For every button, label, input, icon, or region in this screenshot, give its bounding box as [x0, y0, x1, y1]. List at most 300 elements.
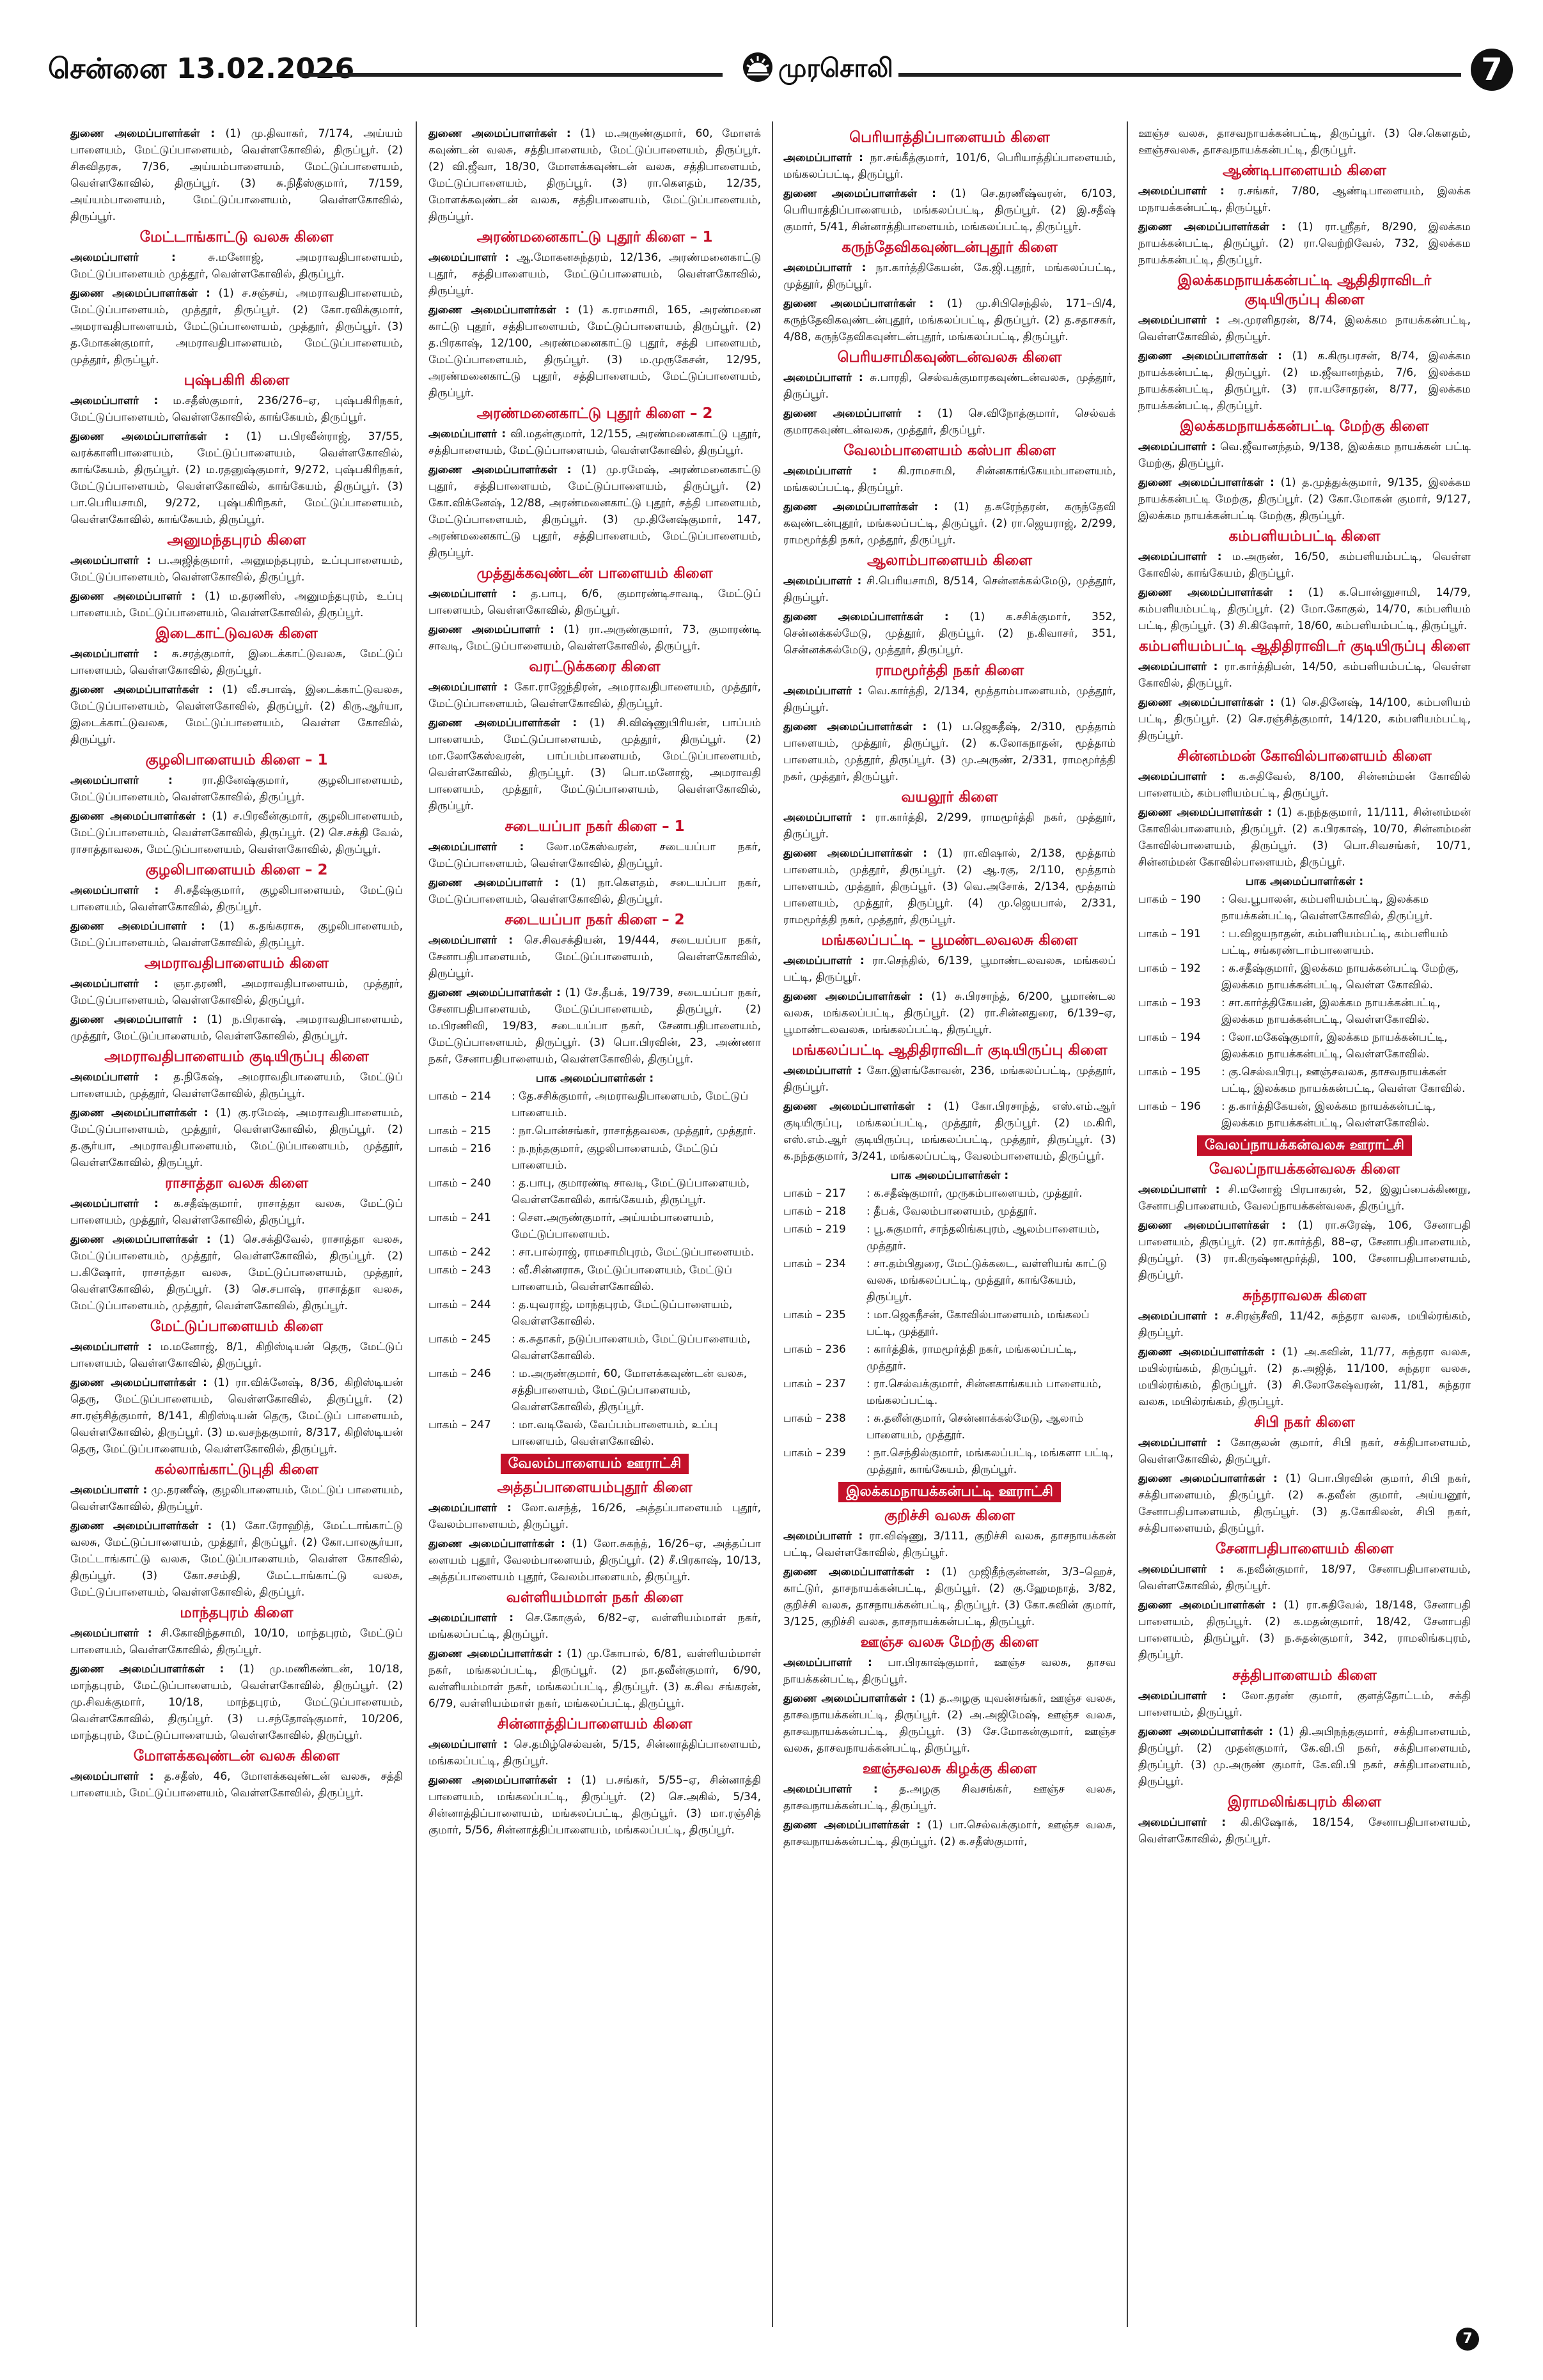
organizer-entry	[1138, 1723, 1471, 1790]
part-entry	[428, 1140, 761, 1174]
branch-heading: அனுமந்தபுரம் கிளை	[167, 532, 306, 548]
role-label: துணை அமைப்பாளர்கள் :	[70, 127, 215, 140]
role-label: துணை அமைப்பாளர்கள் :	[783, 1692, 916, 1705]
part-organizer: : மா.ஜெகநீசன், கோவில்பாளையம், மங்கலப் பட்டி, முத்தூர்.	[866, 1309, 1090, 1338]
role-label: துணை அமைப்பாளர்கள் :	[1138, 1219, 1286, 1232]
role-label: அமைப்பாளர் :	[70, 1627, 152, 1640]
organizer-entry	[70, 1518, 403, 1601]
member-details: க.சுதிவேல், 8/100, சின்னம்மன் கோவில் பாளையம், கம்பளியம்பட்டி, திருப்பூர்.	[1138, 770, 1471, 800]
role-label: துணை அமைப்பாளர்கள் :	[1138, 1725, 1273, 1738]
organizer-entry	[1138, 125, 1471, 159]
member-details: ரா.தினேஷ்குமார், குழலிபாளையம், மேட்டுப்பாளையம், வெள்ளகோவில், திருப்பூர்.	[70, 774, 403, 804]
role-label: அமைப்பாளர் :	[1138, 1563, 1225, 1576]
footer-page-number: 7	[1456, 2328, 1479, 2351]
member-details: செ.தமிழ்செல்வன், 5/15, சின்னாத்திப்பாளையம், மங்கலப்பட்டி, திருப்பூர்.	[428, 1738, 761, 1768]
role-label: துணை அமைப்பாளர்கள் :	[783, 187, 936, 200]
member-details: (1) ந.பிரகாஷ், அமராவதிபாளையம், முத்தூர், மேட்டுப்பாளையம், வெள்ளகோவில், திருப்பூர்.	[70, 1013, 403, 1043]
role-label: அமைப்பாளர் :	[70, 1197, 159, 1210]
part-organizer: : தீபக், வேலம்பாளையம், முத்தூர்.	[866, 1205, 1037, 1218]
part-entry	[428, 1088, 761, 1121]
part-number: பாகம் – 190	[1138, 893, 1201, 906]
role-label: துணை அமைப்பாளர்கள் :	[70, 1663, 224, 1676]
member-details: மு.தரணீஷ், குழலிபாளையம், மேட்டுப் பாளையம், வெள்ளகோவில், திருப்பூர்.	[70, 1484, 403, 1513]
branch-heading: மாந்தபுரம் கிளை	[180, 1605, 294, 1621]
member-details: ரா.விஷ்ணு, 3/111, குறிச்சி வலசு, தாசநாயக்கன் பட்டி, வெள்ளகோவில், திருப்பூர்.	[783, 1530, 1116, 1559]
part-organizer: : க.சதீஷ்குமார், முருகம்பாளையம், முத்தூர்.	[866, 1187, 1083, 1200]
part-entry	[783, 1445, 1116, 1478]
part-number: பாகம் – 237	[783, 1378, 846, 1390]
parts-header: பாக அமைப்பாளர்கள் :	[1245, 875, 1364, 888]
part-entry	[428, 1417, 761, 1450]
member-details: (1) ரா.ஸ்ரீதர், 8/290, இலக்கம நாயக்கன்பட்டி, திருப்பூர். (2) ரா.வெற்றிவேல், 732, இலக்கம நாயக்கன்பட்டி, திருப்பூர்.	[1138, 221, 1471, 267]
branch-heading: குழலிபாளையம் கிளை – 1	[145, 752, 328, 768]
organizer-entry	[783, 295, 1116, 345]
role-label: துணை அமைப்பாளர்கள் :	[783, 501, 939, 513]
organizer-entry	[1138, 474, 1471, 524]
part-entry	[1138, 926, 1471, 959]
member-details: ஆ.மோகனசுந்தரம், 12/136, அரண்மனைகாட்டு புதூர், சத்திபாளையம், மேட்டுப்பாளையம், வெள்ளகோவில், திருப்பூர்.	[428, 251, 761, 297]
part-number: பாகம் – 218	[783, 1205, 846, 1218]
organizer-entry	[783, 1564, 1116, 1630]
branch-heading: மோளக்கவுண்டன் வலசு கிளை	[133, 1748, 340, 1764]
rising-sun-emblem-icon	[742, 51, 774, 83]
branch-heading: இலக்கமநாயக்கன்பட்டி ஆதிதிராவிடர் குடியிருப்பு கிளை	[1177, 272, 1432, 308]
organizer-entry	[1138, 694, 1471, 744]
part-number: பாகம் – 236	[783, 1343, 846, 1356]
panchayat-banner: வேலம்பாளையம் ஊராட்சி	[501, 1454, 689, 1474]
organizer-entry	[783, 719, 1116, 785]
organizer-entry	[428, 462, 761, 561]
organizer-entry	[70, 918, 403, 951]
role-label: துணை அமைப்பாளர்கள் :	[783, 1100, 932, 1113]
role-label: அமைப்பாளர் :	[783, 371, 863, 384]
organizer-entry	[70, 1195, 403, 1229]
branch-heading: மேட்டாங்காட்டு வலசு கிளை	[139, 229, 334, 245]
role-label: துணை அமைப்பாளர்கள் :	[783, 847, 928, 860]
role-label: அமைப்பாளர் :	[428, 934, 513, 947]
role-label: துணை அமைப்பாளர்கள் :	[70, 1520, 212, 1532]
part-entry	[1138, 1029, 1471, 1062]
role-label: துணை அமைப்பாளர்கள் :	[783, 990, 923, 1003]
branch-heading: மங்கலப்பட்டி – பூமண்டலவலசு கிளை	[821, 932, 1078, 949]
part-organizer: : சௌ.அருண்குமார், அய்யம்பாளையம், மேட்டுப்பாளையம்.	[512, 1211, 714, 1241]
role-label: அமைப்பாளர் :	[70, 1484, 148, 1497]
member-details: (1) ரா.சுரேஷ், 106, சேனாபதி பாளையம், திருப்பூர். (2) ரா.கார்த்தி, 88–ஏ, சேனாபதிபாளையம், திருப்பூர். (3) ரா.கிருஷ்ணமூர்த்தி, 100, சேனாபதிபாளையம், திருப்பூர்.	[1138, 1219, 1471, 1282]
member-details: (1) செ.தரணீஷ்வரன், 6/103, பெரியாத்திப்பாளையம், மங்கலப்பட்டி, திருப்பூர். (2) இ.சதீஷ் குமார், 5/41, சின்னாத்திபாளையம், மங்கலப்பட்டி, திருப்பூர்.	[783, 187, 1116, 233]
branch-heading: குறிச்சி வலசு கிளை	[884, 1507, 1015, 1524]
branch-heading: சத்திபாளையம் கிளை	[1232, 1667, 1377, 1684]
member-details: சி.பெரியசாமி, 8/514, சென்னக்கல்மேடு, முத்தூர், திருப்பூர்.	[783, 575, 1116, 604]
branch-heading: பெரியசாமிகவுண்டன்வலசு கிளை	[837, 349, 1062, 366]
part-organizer: : சா.தம்பிதுரை, மேட்டுக்கடை, வள்ளியங் காட்டு வலசு, மங்கலப்பட்டி, முத்தூர், காங்கேயம், திருப்பூர்.	[866, 1257, 1107, 1303]
branch-heading: சடையப்பா நகர் கிளை – 2	[505, 912, 685, 928]
organizer-entry	[783, 1098, 1116, 1165]
member-details: (1) ப.ஜெகதீஷ், 2/310, மூத்தாம் பாளையம், முத்தூர், திருப்பூர். (2) க.லோகநாதன், மூத்தாம் பாளையம், முத்தூர், திருப்பூர். (3) மு.அருண், 2/331, ராமமூர்த்தி நகர், முத்தூர், திருப்பூர்.	[783, 720, 1116, 783]
member-details: லோ.தரண் குமார், குளத்தோட்டம், சக்தி பாளையம், திருப்பூர்.	[1138, 1690, 1471, 1719]
organizer-entry	[783, 1062, 1116, 1096]
member-details: (1) அ.கவின், 11/77, சுந்தரா வலசு, மயில்ரங்கம், திருப்பூர். (2) த.அஜித், 11/100, சுந்தரா வலசு, மயில்ரங்கம், திருப்பூர். (3) சி.லோகேஷ்வரன், 11/81, சுந்தரா வலசு, மயில்ரங்கம், திருப்பூர்.	[1138, 1346, 1471, 1408]
member-details: (1) க.கிருபரசன், 8/74, இலக்கம நாயக்கன்பட்டி, திருப்பூர். (2) ம.ஜீவானந்தம், 7/6, இலக்கம நாயக்கன்பட்டி, திருப்பூர். (3) ரா.யசோதரன், 8/77, இலக்கம நாயக்கன்பட்டி, திருப்பூர்.	[1138, 350, 1471, 412]
role-label: அமைப்பாளர் :	[70, 884, 159, 897]
member-details: (1) மு.திவாகர், 7/174, அய்யம் பாளையம், மேட்டுப்பாளையம், வெள்ளகோவில், திருப்பூர். (2) சிசுவிதரசு, 7/36, அய்யம்பாளையம், மேட்டுப்பாளையம், வெள்ளகோவில், திருப்பூர். (3) சு.நிதீஸ்குமார், 7/159, அய்யம்பாளையம், மேட்டுப்பாளையம், வெள்ளகோவில், திருப்பூர்.	[70, 127, 403, 223]
member-details: ரா.செந்தில், 6/139, பூமாண்டலவலசு, மங்கலப் பட்டி, திருப்பூர்.	[783, 954, 1116, 984]
role-label: அமைப்பாளர் :	[1138, 1816, 1226, 1829]
member-details: (1) செ.தினேஷ், 14/100, கம்பளியம் பட்டி, திருப்பூர். (2) செ.ரஞ்சித்குமார், 14/120, கம்பளியம்பட்டி, திருப்பூர்.	[1138, 696, 1471, 742]
organizer-entry	[783, 845, 1116, 928]
organizer-entry	[783, 463, 1116, 496]
member-details: (1) லோ.சுகந்த், 16/26–ஏ, அத்தப்பா ளையம் புதூர், வேலம்பாளையம், திருப்பூர். (2) சீ.பிரகாஷ், 10/13, அத்தப்பாளையம் புதூர், வேலம்பாளையம், திருப்பூர்.	[428, 1537, 761, 1583]
part-entry	[428, 1262, 761, 1295]
organizer-entry	[70, 646, 403, 679]
member-details: (1) மு.கோபால், 6/81, வள்ளியம்மாள் நகர், மங்கலப்பட்டி, திருப்பூர். (2) நா.தவீன்குமார், 6/90, வள்ளியம்மாள் நகர், மங்கலப்பட்டி, திருப்பூர். (3) க.சிவ சங்கரன், 6/79, வள்ளியம்மாள் நகர், மங்கலப்பட்டி, திருப்பூர்.	[428, 1647, 761, 1710]
role-label: துணை அமைப்பாளர்கள் :	[428, 463, 572, 476]
organizer-entry	[783, 150, 1116, 183]
member-details: நா.கார்த்திகேயன், கே.ஜி.புதூர், மங்கலப்பட்டி, முத்தூர், திருப்பூர்.	[783, 261, 1116, 291]
role-label: அமைப்பாளர் :	[783, 1783, 878, 1796]
member-details: (1) மு.மணிகண்டன், 10/18, மாந்தபுரம், மேட்டுப்பாளையம், வெள்ளகோவில், திருப்பூர். (2) மு.சிவக்குமார், 10/18, மாந்தபுரம், மேட்டுப்பாளையம், வெள்ளகோவில், திருப்பூர். (3) ப.சந்தோஷ்குமார், 10/206, மாந்தபுரம், மேட்டுப்பாளையம், வெள்ளகோவில், திருப்பூர்.	[70, 1663, 403, 1742]
part-entry	[783, 1185, 1116, 1202]
member-details: சு.மனோஜ், அமராவதிபாளையம், மேட்டுப்பாளையம் முத்தூர், வெள்ளகோவில், திருப்பூர்.	[70, 251, 403, 281]
organizer-entry	[70, 1105, 403, 1171]
part-organizer: : க.சுதாகர், நடுப்பாளையம், மேட்டுப்பாளையம், வெள்ளகோவில்.	[512, 1333, 751, 1362]
member-details: கோ.ராஜேந்திரன், அமராவதிபாளையம், முத்தூர், மேட்டுப்பாளையம், வெள்ளகோவில், திருப்பூர்.	[428, 681, 761, 710]
member-details: (1) த.அழகு யுவன்சங்கர், ஊஞ்ச வலசு, தாசவநாயக்கன்பட்டி, திருப்பூர். (2) அ.அஜிமேஷ், ஊஞ்ச வலசு, தாசவநாயக்கன்பட்டி, திருப்பூர். (3) சே.மோகன்குமார், ஊஞ்ச வலசு, தாசவநாயக்கன்பட்டி, திருப்பூர்.	[783, 1692, 1116, 1755]
organizer-entry	[1138, 1597, 1471, 1663]
role-label: துணை அமைப்பாளர் :	[428, 623, 554, 636]
part-number: பாகம் – 195	[1138, 1066, 1201, 1078]
organizer-entry	[783, 809, 1116, 843]
page-number-badge: 7	[1471, 49, 1513, 91]
role-label: அமைப்பாளர் :	[428, 428, 506, 440]
role-label: அமைப்பாளர் :	[1138, 770, 1225, 783]
role-label: அமைப்பாளர் :	[783, 152, 863, 164]
column-divider	[1127, 121, 1128, 2327]
role-label: துணை அமைப்பாளர்கள் :	[1138, 1599, 1277, 1612]
organizer-entry	[1138, 1435, 1471, 1468]
branch-heading: மேட்டுப்பாளையம் கிளை	[150, 1318, 324, 1335]
member-details: (1) தி.அபிநந்தகுமார், சக்திபாளையம், திருப்பூர். (2) முதன்குமார், கே.வி.பி நகர், சக்திபாளையம், திருப்பூர். (3) மு.அருண் குமார், கே.வி.பி நகர், சக்திபாளையம், திருப்பூர்.	[1138, 1725, 1471, 1788]
part-organizer: : சா.கார்த்திகேயன், இலக்கம நாயக்கன்பட்டி, இலக்கம நாயக்கன்பட்டி, வெள்ளகோவில்.	[1221, 997, 1441, 1026]
branch-heading: இடைகாட்டுவலசு கிளை	[155, 625, 318, 642]
part-organizer: : சு.தனீன்குமார், சென்னாக்கல்மேடு, ஆலாம் பாளையம், முத்தூர்.	[866, 1412, 1084, 1442]
organizer-entry	[783, 953, 1116, 986]
part-number: பாகம் – 216	[428, 1142, 491, 1155]
member-details: கோகுலன் குமார், சிபி நகர், சக்திபாளையம், வெள்ளகோவில், திருப்பூர்.	[1138, 1436, 1471, 1466]
member-details: த.நிகேஷ், அமராவதிபாளையம், மேட்டுப் பாளையம், முத்தூர், வெள்ளகோவில், திருப்பூர்.	[70, 1071, 403, 1100]
organizer-entry	[428, 621, 761, 655]
organizer-entry	[428, 125, 761, 225]
role-label: அமைப்பாளர் :	[783, 465, 877, 478]
part-organizer: : மா.வடிவேல், வேப்பம்பாளையம், உப்பு பாளையம், வெள்ளகோவில்.	[512, 1419, 718, 1448]
organizer-entry	[783, 1654, 1116, 1688]
role-label: அமைப்பாளர் :	[428, 1502, 512, 1514]
role-label: அமைப்பாளர் :	[783, 261, 866, 274]
part-number: பாகம் – 196	[1138, 1100, 1201, 1113]
part-entry	[783, 1256, 1116, 1305]
role-label: துணை அமைப்பாளர்கள் :	[70, 430, 229, 443]
organizer-entry	[428, 1772, 761, 1839]
role-label: அமைப்பாளர் :	[1138, 1436, 1221, 1449]
organizer-entry	[1138, 183, 1471, 216]
member-details: ச.சிரஞ்சீவி, 11/42, சுந்தரா வலசு, மயில்ரங்கம், திருப்பூர்.	[1138, 1310, 1471, 1339]
branch-heading: கருந்தேவிகவுண்டன்புதூர் கிளை	[842, 239, 1058, 256]
part-number: பாகம் – 214	[428, 1090, 491, 1103]
branch-heading: பெரியாத்திப்பாளையம் கிளை	[849, 129, 1050, 146]
branch-heading: மங்கலப்பட்டி ஆதிதிராவிடர் குடியிருப்பு கிளை	[792, 1042, 1108, 1059]
role-label: துணை அமைப்பாளர்கள் :	[428, 1647, 562, 1660]
member-details: (1) ம.அருண்குமார், 60, மோளக் கவுண்டன் வலசு, சத்திபாளையம், மேட்டுப்பாளையம், திருப்பூர். (2) வி.ஜீவா, 18/30, மோளக்கவுண்டன் வலசு, சத்திபாளையம், மேட்டுப்பாளையம், திருப்பூர். (3) ரா.கௌதம், 12/35, மோளக்கவுண்டன் வலசு, சத்திபாளையம், மேட்டுப்பாளையம், திருப்பூர்.	[428, 127, 761, 223]
member-details: (1) ப.சங்கர், 5/55–ஏ, சின்னாத்தி பாளையம், மங்கலப்பட்டி, திருப்பூர். (2) செ.அகில், 5/34, சின்னாத்திப்பாளையம், மங்கலப்பட்டி, திருப்பூர். (3) மா.ரஞ்சித் குமார், 5/56, சின்னாத்திப்பாளையம், மங்கலப்பட்டி, திருப்பூர்.	[428, 1774, 761, 1837]
organizer-entry	[783, 1817, 1116, 1850]
header-rule-left	[301, 73, 723, 77]
role-label: அமைப்பாளர் :	[428, 681, 508, 694]
member-details: (1) ம.தரணிஸ், அனுமந்தபுரம், உப்பு பாளையம், மேட்டுப்பாளையம், வெள்ளகோவில், திருப்பூர்.	[70, 590, 403, 619]
role-label: அமைப்பாளர் :	[1138, 1183, 1220, 1196]
organizer-entry	[428, 715, 761, 814]
organizer-entry	[783, 369, 1116, 403]
organizer-entry	[1138, 1814, 1471, 1847]
part-entry	[428, 1123, 761, 1139]
organizer-entry	[428, 586, 761, 619]
column-1	[70, 125, 403, 2324]
organizer-entry	[1138, 804, 1471, 871]
paper-name: முரசொலி	[778, 54, 893, 83]
role-label: அமைப்பாளர் :	[70, 394, 159, 407]
member-details: (1) ச.பிரவீன்குமார், குழலிபாளையம், மேட்டுப்பாளையம், வெள்ளகோவில், திருப்பூர். (2) செ.சக்தி வேல், ராசாத்தாவலசு, மேட்டுப்பாளையம், வெள்ளகோவில், திருப்பூர்.	[70, 810, 403, 856]
member-details: (1) சு.பிரசாந்த், 6/200, பூமாண்டல வலசு, மங்கலப்பட்டி, திருப்பூர். (2) ரா.சின்னதுரை, 6/139–ஏ, பூமாண்டலவலசு, மங்கலப்பட்டி, திருப்பூர்.	[783, 990, 1116, 1036]
organizer-entry	[70, 1339, 403, 1372]
member-details: (1) மு.சிபிசெந்தில், 171–பி/4, கருந்தேவிகவுண்டன்புதூர், மங்கலப்பட்டி, திருப்பூர். (2) த.சதாசகர், 4/88, கருந்தேவிகவுண்டன்புதூர், மங்கலப்பட்டி, திருப்பூர்.	[783, 297, 1116, 343]
part-organizer: : சா.பால்ராஜ், ராமசாமிபுரம், மேட்டுப்பாளையம்.	[512, 1246, 755, 1259]
organizer-entry	[1138, 1561, 1471, 1594]
organizer-entry	[70, 772, 403, 805]
role-label: அமைப்பாளர் :	[70, 1770, 154, 1783]
member-details: த.சதீஸ், 46, மோளக்கவுண்டன் வலசு, சத்தி பாளையம், மேட்டுப்பாளையம், வெள்ளகோவில், திருப்பூர்.	[70, 1770, 403, 1800]
role-label: அமைப்பாளர் :	[783, 1064, 862, 1077]
branch-heading: சின்னாத்திப்பாளையம் கிளை	[497, 1716, 693, 1732]
member-details: (1) முஜிதீந்குன்னன், 3/3–ஹெச், காட்டுர், தாசநாயக்கன்பட்டி, திருப்பூர். (2) கு.ஹேமநாத், 3/82, குறிச்சி வலசு, தாசநாயக்கன்பட்டி, திருப்பூர். (3) கோ.சுவின் குமார், 3/125, குறிச்சி வலசு, தாசநாயக்கன்பட்டி, திருப்பூர்.	[783, 1566, 1116, 1628]
branch-heading: கம்பளியம்பட்டி கிளை	[1228, 528, 1381, 545]
role-label: அமைப்பாளர் :	[1138, 1690, 1226, 1702]
part-organizer: : நா.பொன்சங்கர், ராசாத்தவலசு, முத்தூர், முத்தூர்.	[512, 1124, 756, 1137]
part-organizer: : த.பாபு, குமாரண்டி சாவடி, மேட்டுப்பாளையம், வெள்ளகோவில், காங்கேயம், திருப்பூர்.	[512, 1177, 750, 1206]
organizer-entry	[428, 426, 761, 459]
column-2	[428, 125, 761, 2324]
part-number: பாகம் – 239	[783, 1447, 846, 1459]
role-label: துணை அமைப்பாளர்கள் :	[783, 720, 927, 733]
role-label: துணை அமைப்பாளர்கள் :	[428, 986, 561, 999]
part-entry	[783, 1410, 1116, 1443]
column-4	[1138, 125, 1471, 2324]
member-details: த.பாபு, 6/6, குமாரண்டிசாவடி, மேட்டுப் பாளையம், வெள்ளகோவில், திருப்பூர்.	[428, 587, 761, 617]
part-organizer: : தே.சசிக்குமார், அமராவதிபாளையம், மேட்டுப் பாளையம்.	[512, 1090, 749, 1119]
organizer-entry	[783, 260, 1116, 293]
organizer-entry	[428, 679, 761, 712]
organizer-entry	[1138, 439, 1471, 472]
organizer-entry	[70, 976, 403, 1009]
member-details: (1) க.சசிக்குமார், 352, சென்னக்கல்மேடு, முத்தூர், திருப்பூர். (2) ந.கிவாசர், 351, சென்னக்கல்மேடு, முத்தூர், திருப்பூர்.	[783, 611, 1116, 657]
part-number: பாகம் – 242	[428, 1246, 491, 1259]
role-label: அமைப்பாளர் :	[70, 1341, 152, 1353]
branch-heading: இராமலிங்கபுரம் கிளை	[1228, 1794, 1381, 1810]
role-label: அமைப்பாளர் :	[70, 1071, 159, 1084]
member-details: ஞா.தரணி, அமராவதிபாளையம், முத்தூர், மேட்டுப்பாளையம், வெள்ளகோவில், திருப்பூர்.	[70, 977, 403, 1007]
part-number: பாகம் – 243	[428, 1264, 491, 1277]
member-details: (1) செ.சக்திவேல், ராசாத்தா வலசு, மேட்டுப்பாளையம், முத்தூர், வெள்ளகோவில், திருப்பூர். (2) ப.கிஷோர், ராசாத்தா வலசு, மேட்டுப்பாளையம், முத்தூர், வெள்ளகோவில், திருப்பூர். (3) செ.சபாஷ், ராசாத்தா வலசு, மேட்டுப்பாளையம், முத்தூர், வெள்ளகோவில், திருப்பூர்.	[70, 1233, 403, 1312]
member-details: (1) ரா.சுதிவேல், 18/148, சேனாபதி பாளையம், திருப்பூர். (2) க.மதன்குமார், 18/42, சேனாபதி பாளையம், திருப்பூர். (3) ந.சுதன்குமார், 342, ராமலிங்கபுரம், திருப்பூர்.	[1138, 1599, 1471, 1661]
role-label: அமைப்பாளர் :	[1138, 660, 1218, 673]
organizer-entry	[783, 1690, 1116, 1757]
page-header	[48, 50, 1501, 100]
part-organizer: : நா.செந்தில்குமார், மங்கலப்பட்டி, மங்களா பட்டி, முத்தூர், காங்கேயம், திருப்பூர்.	[866, 1447, 1114, 1476]
member-details: (1) நா.கௌதம், சடையப்பா நகர், மேட்டுப்பாளையம், வெள்ளகோவில், திருப்பூர்.	[428, 876, 761, 906]
organizer-entry	[783, 1528, 1116, 1561]
branch-heading: வரட்டுக்கரை கிளை	[529, 658, 661, 675]
member-details: (1) சி.விஷ்ணுபிரியன், பாப்பம் பாளையம், மேட்டுப்பாளையம், முத்தூர், திருப்பூர். (2) மா.லோகேஸ்வரன், பாப்பம்பாளையம், மேட்டுப்பாளையம், வெள்ளகோவில், திருப்பூர். (3) பொ.மனோஜ், அமராவதி பாளையம், முத்தூர், மேட்டுப்பாளையம், வெள்ளகோவில், திருப்பூர்.	[428, 717, 761, 813]
organizer-entry	[70, 285, 403, 368]
member-details: (1) த.சுரேந்தரன், கருந்தேவி கவுண்டன்புதூர், மங்கலப்பட்டி, திருப்பூர். (2) ரா.ஜெயராஜ், 2/299, ராமமூர்த்தி நகர், முத்தூர், திருப்பூர்.	[783, 501, 1116, 547]
branch-heading: சின்னம்மன் கோவில்பாளையம் கிளை	[1177, 748, 1432, 765]
branch-heading: இலக்கமநாயக்கன்பட்டி மேற்கு கிளை	[1180, 418, 1429, 435]
part-organizer: : வீ.சின்னராசு, மேட்டுப்பாளையம், மேட்டுப் பாளையம், வெள்ளகோவில்.	[512, 1264, 732, 1293]
part-number: பாகம் – 245	[428, 1333, 491, 1346]
organizer-entry	[70, 1069, 403, 1102]
member-details: கி.கிஷோக், 18/154, சேனாபதிபாளையம், வெள்ளகோவில், திருப்பூர்.	[1138, 1816, 1471, 1846]
part-entry	[1138, 1064, 1471, 1097]
part-entry	[783, 1341, 1116, 1374]
role-label: துணை அமைப்பாளர்கள் :	[428, 1537, 565, 1550]
organizer-entry	[1138, 1344, 1471, 1410]
role-label: துணை அமைப்பாளர் :	[70, 1013, 198, 1026]
member-details: வெ.கார்த்தி, 2/134, மூத்தாம்பாளையம், முத்தூர், திருப்பூர்.	[783, 685, 1116, 714]
organizer-entry	[1138, 658, 1471, 692]
part-entry	[1138, 891, 1471, 924]
part-entry	[428, 1209, 761, 1243]
role-label: துணை அமைப்பாளர்கள் :	[1138, 586, 1293, 599]
member-details: சி.கோவிந்தசாமி, 10/10, மாந்தபுரம், மேட்டுப் பாளையம், வெள்ளகோவில், திருப்பூர்.	[70, 1627, 403, 1656]
column-divider	[416, 121, 417, 2327]
organizer-entry	[70, 1231, 403, 1314]
parts-header: பாக அமைப்பாளர்கள் :	[890, 1169, 1009, 1182]
part-number: பாகம் – 235	[783, 1309, 846, 1321]
member-details: ம.சதீஸ்குமார், 236/276–ஏ, புஷ்பகிரிநகர், மேட்டுப்பாளையம், வெள்ளகோவில், காங்கேயம், திருப்பூர்.	[70, 394, 403, 424]
member-details: (1) கோ.ரோஹித், மேட்டாங்காட்டு வலசு, மேட்டுப்பாளையம், முத்தூர், திருப்பூர். (2) கோ.பாலசூர்யா, மேட்டாங்காட்டு வலசு, மேட்டுப்பாளையம், வெள்ள கோவில், திருப்பூர். (3) கோ.சசம்தி, மேட்டாங்காட்டு வலசு, மேட்டுப்பாளையம், வெள்ளகோவில், திருப்பூர்.	[70, 1520, 403, 1599]
part-organizer: : லோ.மகேஷ்குமார், இலக்கம நாயக்கன்பட்டி, இலக்கம நாயக்கன்பட்டி, வெள்ளகோவில்.	[1221, 1031, 1448, 1061]
role-label: அமைப்பாளர் :	[783, 1656, 872, 1669]
organizer-entry	[428, 249, 761, 299]
organizer-entry	[1138, 312, 1471, 345]
member-details: சு.பாரதி, செல்வக்குமாரகவுண்டன்வலசு, முத்தூர், திருப்பூர்.	[783, 371, 1116, 401]
branch-heading: புஷ்பகிரி கிளை	[184, 372, 290, 389]
branch-heading: அரண்மனைகாட்டு புதூர் கிளை – 2	[476, 405, 713, 422]
panchayat-banner: வேலப்நாயக்கன்வலசு ஊராட்சி	[1197, 1135, 1412, 1156]
part-number: பாகம் – 246	[428, 1367, 491, 1380]
role-label: துணை அமைப்பாளர்கள் :	[70, 1107, 208, 1119]
part-number: பாகம் – 234	[783, 1257, 846, 1270]
part-organizer: : த.யுவராஜ், மாந்தபுரம், மேட்டுப்பாளையம், வெள்ளகோவில்.	[512, 1298, 733, 1328]
organizer-entry	[428, 1500, 761, 1533]
member-details: நா.சங்கீத்குமார், 101/6, பெரியாத்திப்பாளையம், மங்கலப்பட்டி, திருப்பூர்.	[783, 152, 1116, 181]
role-label: துணை அமைப்பாளர்கள் :	[1138, 1346, 1276, 1358]
part-entry	[783, 1221, 1116, 1254]
member-details: ரா.கார்த்தி, 2/299, ராமமூர்த்தி நகர், முத்தூர், திருப்பூர்.	[783, 811, 1116, 841]
organizer-entry	[783, 185, 1116, 235]
part-organizer: : ரா.செல்வக்குமார், சின்னகாங்கயம் பாளையம், மங்கலப்பட்டி.	[866, 1378, 1102, 1407]
member-details: (1) வீ.சபாஷ், இடைக்காட்டுவலசு, மேட்டுப்பாளையம், வெள்ளகோவில், திருப்பூர். (2) கிரு.ஆர்யா, இடைக்காட்டுவலசு, மேட்டுப்பாளையம், வெள்ள கோவில், திருப்பூர்.	[70, 683, 403, 746]
member-details: வெ.ஜீவானந்தம், 9/138, இலக்கம நாயக்கன் பட்டி மேற்கு, திருப்பூர்.	[1138, 440, 1471, 470]
organizer-entry	[428, 875, 761, 908]
role-label: அமைப்பாளர் :	[1138, 440, 1216, 453]
member-details: க.சதீஷ்குமார், ராசாத்தா வலசு, மேட்டுப் பாளையம், முத்தூர், வெள்ளகோவில், திருப்பூர்.	[70, 1197, 403, 1227]
panchayat-banner: இலக்கமநாயக்கன்பட்டி ஊராட்சி	[838, 1482, 1061, 1502]
member-details: லோ.வசந்த், 16/26, அத்தப்பாளையம் புதூர், வேலம்பாளையம், திருப்பூர்.	[428, 1502, 761, 1531]
role-label: துணை அமைப்பாளர்கள் :	[783, 1566, 930, 1578]
role-label: துணை அமைப்பாளர்கள் :	[1138, 1472, 1278, 1485]
member-details: (1) பொ.பிரவின் குமார், சிபி நகர், சக்திபாளையம், திருப்பூர். (2) சு.தவீன் குமார், அய்யனூர், சேனாபதிபாளையம், திருப்பூர். (3) த.கோகிலன், சிபி நகர், சக்திபாளையம், திருப்பூர்.	[1138, 1472, 1471, 1535]
member-details: (1) ரா.அருண்குமார், 73, குமாரண்டி சாவடி, மேட்டுப்பாளையம், வெள்ளகோவில், திருப்பூர்.	[428, 623, 761, 653]
member-details: (1) செ.விநோத்குமார், செல்வக் குமாரகவுண்டன்வலசு, முத்தூர், திருப்பூர்.	[783, 407, 1116, 437]
part-organizer: : ப.விஜயநாதன், கம்பளியம்பட்டி, கம்பளியம் பட்டி, சங்கரண்டாம்பாளையம்.	[1221, 928, 1448, 957]
organizer-entry	[70, 808, 403, 858]
organizer-entry	[1138, 1688, 1471, 1721]
role-label: துணை அமைப்பாளர் :	[428, 876, 559, 889]
member-details: (1) சே.தீபக், 19/739, சடையப்பா நகர், சேனாபதிபாளையம், மேட்டுப்பாளையம், திருப்பூர். (2) ம.பிரணிவி, 19/83, சடையப்பா நகர், சேனாபதிபாளையம், மேட்டுப்பாளையம், திருப்பூர். (3) பொ.பிரவின், 23, அண்ணா நகர், சேனாபதிபாளையம், வெள்ளகோவில், திருப்பூர்.	[428, 986, 761, 1066]
branch-heading: ஆலாம்பாளையம் கிளை	[867, 552, 1032, 569]
member-details: (1) மு.ரமேஷ், அரண்மனைகாட்டு புதூர், சத்திபாளையம், மேட்டுப்பாளையம், திருப்பூர். (2) கோ.விக்னேஷ், 12/88, அரண்மனைகாட்டு புதூர், சத்தி பாளையம், மேட்டுப்பாளையம், திருப்பூர். (3) மு.தினேஷ்குமார், 147, அரண்மனைகாட்டு புதூர், சத்திபாளையம், மேட்டுப்பாளையம், திருப்பூர்.	[428, 463, 761, 559]
member-details: சி.மனோஜ் பிரபாகரன், 52, இலுப்பைக்கிணறு, சேனாபதிபாளையம், வேலப்நாயக்கன்வலசு, திருப்பூர்.	[1138, 1183, 1471, 1213]
organizer-entry	[70, 588, 403, 621]
organizer-entry	[1138, 768, 1471, 802]
part-organizer: : கார்த்திக், ராமமூர்த்தி நகர், மங்கலப்பட்டி, முத்தூர்.	[866, 1343, 1077, 1373]
branch-heading: வள்ளியம்மாள் நகர் கிளை	[506, 1589, 684, 1606]
role-label: துணை அமைப்பாளர்கள் :	[783, 1819, 921, 1832]
role-label: துணை அமைப்பாளர்கள் :	[70, 287, 210, 300]
organizer-entry	[70, 1011, 403, 1045]
role-label: அமைப்பாளர் :	[70, 648, 158, 660]
part-entry	[428, 1331, 761, 1364]
role-label: துணை அமைப்பாளர்கள் :	[1138, 476, 1274, 489]
role-label: துணை அமைப்பாளர்கள் :	[428, 717, 577, 729]
role-label: அமைப்பாளர் :	[783, 811, 866, 824]
role-label: அமைப்பாளர் :	[1138, 550, 1222, 563]
organizer-entry	[70, 1661, 403, 1744]
part-number: பாகம் – 219	[783, 1223, 846, 1236]
organizer-entry	[70, 681, 403, 748]
organizer-entry	[783, 499, 1116, 548]
role-label: துணை அமைப்பாளர்கள் :	[70, 1233, 211, 1246]
role-label: துணை அமைப்பாளர் :	[783, 407, 922, 420]
role-label: துணை அமைப்பாளர்கள் :	[70, 810, 206, 823]
role-label: அமைப்பாளர் :	[1138, 314, 1220, 327]
organizer-entry	[783, 405, 1116, 439]
part-number: பாகம் – 215	[428, 1124, 491, 1137]
role-label: துணை அமைப்பாளர்கள் :	[70, 683, 213, 696]
organizer-entry	[70, 1482, 403, 1515]
member-details: சி.சதீஷ்குமார், குழலிபாளையம், மேட்டுப் பாளையம், வெள்ளகோவில், திருப்பூர்.	[70, 884, 403, 914]
organizer-entry	[70, 552, 403, 586]
column-divider	[772, 121, 773, 2327]
organizer-entry	[1138, 1217, 1471, 1284]
branch-heading: சடையப்பா நகர் கிளை – 1	[505, 818, 685, 835]
role-label: அமைப்பாளர் :	[428, 587, 517, 600]
organizer-entry	[70, 393, 403, 426]
role-label: அமைப்பாளர் :	[428, 251, 510, 264]
branch-heading: அத்தப்பாளையம்புதூர் கிளை	[497, 1479, 693, 1496]
part-number: பாகம் – 241	[428, 1211, 491, 1224]
part-organizer: : ம.அருண்குமார், 60, மோளக்கவுண்டன் வலசு, சத்திபாளையம், மேட்டுப்பாளையம், வெள்ளகோவில், திருப்பூர்.	[512, 1367, 748, 1413]
part-number: பாகம் – 191	[1138, 928, 1201, 940]
role-label: துணை அமைப்பாளர்கள் :	[1138, 696, 1274, 709]
